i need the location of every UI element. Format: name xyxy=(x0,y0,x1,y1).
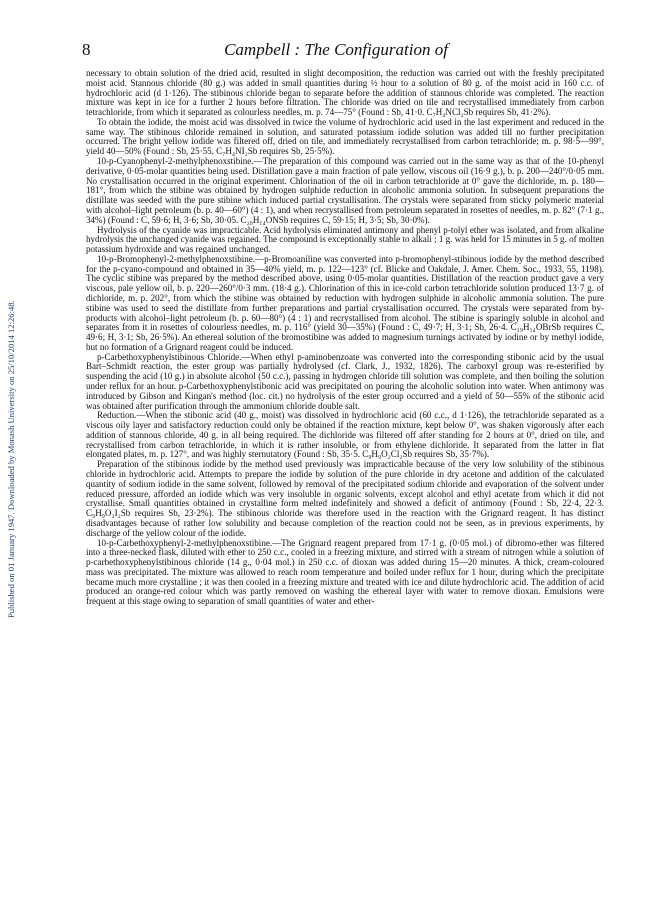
paragraph: Hydrolysis of the cyanide was impracticable. Acid hydrolysis eliminated antimony and phenyl p-tolyl ether was isolated, and from alkaline hydrolysis the unchanged cyanide was regained. The compound is exceptionally stable to alkali ; 1 g. was held for 15 minutes in 5 g. of molten potassium hydroxide and was regained unchanged. xyxy=(86,224,604,255)
paragraph: Reduction.—When the stibonic acid (40 g., moist) was dissolved in hydrochloric acid (60 c.c., d 1·126), the tetrachloride separated as a viscous oily layer and satisfactory reduction could only be obtained if the reaction mixture, kept below 0°, was shaken vigorously after each addition of stannous chloride, 40 g. in all being required. The dichloride was filtered off after standing for 2 hours at 0°, dried on tile, and recrystallised from carbon tetrachloride, in which it is rather insoluble, or from ethylene dichloride. It separated from the latter in flat elongated plates, m. p. 127°, and was highly sternutatory (Found : Sb, 35·5. C₉H₉O₂Cl₂Sb requires Sb, 35·7%). xyxy=(86,410,604,460)
paragraph: To obtain the iodide, the moist acid was dissolved in twice the volume of hydrochloric acid used in the last experiment and reduced in the same way. The stibinous chloride remained in solution, and saturated potassium iodide solution was added till no further precipitation occurred. The bright yellow iodide was filtered off, dried on tile, and immediately recrystallised from carbon tetrachloride; m. p. 98·5—99°, yield 40—50% (Found : Sb, 25·55. C₇H₄NI₂Sb requires Sb, 25·5%). xyxy=(86,116,604,157)
paragraph: Preparation of the stibinous iodide by the method used previously was impracticable because of the very low solubility of the stibinous chloride in hydrochloric acid. Attempts to prepare the iodide by solution of the pure chloride in dry acetone and addition of the calculated quantity of sodium iodide in the same solvent, followed by removal of the precipitated sodium chloride and evaporation of the solvent under reduced pressure, afforded an iodide which was very insoluble in organic solvents, except alcohol and ethyl acetate from which it did not crystallise. Small quantities obtained in crystalline form melted indefinitely and showed a deficit of antimony (Found : Sb, 22·4, 22·3. C₉H₉O₂I₂Sb requires Sb, 23·2%). The stibinous chloride was therefore used in the reaction with the Grignard reagent. It has distinct disadvantages because of rather low solubility and because completion of the reaction could not be seen, as in previous experiments, by discharge of the yellow colour of the iodide. xyxy=(86,459,604,538)
download-notice-text: Published on 01 January 1947. Downloaded by Monash University on 25/10/2014 12:26:48. xyxy=(6,300,16,618)
paragraph: 10-p-Carbethoxyphenyl-2-methylphenoxstibine.—The Grignard reagent prepared from 17·1 g. (0·05 mol.) of dibromo-ether was filtered into a three-necked flask, diluted with ether to 250 c.c., cooled in a freezing mixture, and stirred with a stream of nitrogen while a solution of p-carbethoxyphenylstibinous chloride (14 g., 0·04 mol.) in 250 c.c. of dioxan was added during 15—20 minutes. A thick, cream-coloured mass was precipitated. The mixture was allowed to reach room temperature and boiled under reflux for 1 hour, during which the precipitate became much more crystalline ; it was then cooled in a freezing mixture and treated with ice and dilute hydrochloric acid. The addition of acid produced an orange-red colour which was partly removed on washing the ethereal layer with water to remove dioxan. Emulsions were frequent at this stage owing to separation of small quantities of water and ether- xyxy=(86,537,604,607)
paragraph: 10-p-Cyanophenyl-2-methylphenoxstibine.—The preparation of this compound was carried out in the same way as that of the 10-phenyl derivative, 0·05-molar quantities being used. Distillation gave a main fraction of pale yellow, viscous oil (16·9 g.), b. p. 200—240°/0·05 mm. No crystallisation occurred in the original experiment. Chlorination of the oil in carbon tetrachloride at 0° gave the dichloride, m. p. 180—181°, from which the stibine was obtained by hydrogen sulphide reduction in alcoholic ammonia solution. In subsequent preparations the distillate was seeded with the pure stibine which induced partial crystallisation. The crystals were separated from sticky polymeric material with alcohol–light petroleum (b. p. 40—60°) (4 : 1), and when recrystallised from petroleum separated in rosettes of needles, m. p. 82° (7·1 g., 34%) (Found : C, 59·6; H, 3·6; Sb, 30·05. C₂₀H₁₄ONSb requires C, 59·15; H, 3·5; Sb, 30·0%). xyxy=(86,156,604,225)
download-watermark xyxy=(6,300,20,618)
paragraph: p-Carbethoxyphenylstibinous Chloride.—When ethyl p-aminobenzoate was converted into the corresponding stibonic acid by the usual Bart–Schmidt reaction, the ester group was partially hydrolysed (cf. Clark, J., 1932, 1826). The carboxyl group was re-esterified by suspending the acid (10 g.) in absolute alcohol (50 c.c.), passing in hydrogen chloride till solution was complete, and then boiling the solution under reflux for an hour. p-Carbethoxyphenylstibonic acid was precipitated on pouring the alcoholic solution into water. When antimony was introduced by Gibson and Kingan's method (loc. cit.) no hydrolysis of the ester group occurred and a yield of 50—55% of the stibonic acid was obtained after purification through the ammonium chloride double salt. xyxy=(86,351,604,411)
running-title: Campbell : The Configuration of xyxy=(224,40,448,59)
paragraph: necessary to obtain solution of the dried acid, resulted in slight decomposition, the reduction was carried out with the freshly precipitated moist acid. Stannous chloride (80 g.) was added in small quantities during ½ hour to a solution of 80 g. of the moist acid in 160 c.c. of hydrochloric acid (d 1·126). The stibinous chloride began to separate before the addition of stannous chloride was completed. The reaction mixture was kept in ice for a further 2 hours before filtration. The chloride was dried on tile and recrystallised immediately from carbon tetrachloride, from which it separated as colourless needles, m. p. 74—75° (Found : Sb, 41·0. C₇H₄NCl₂Sb requires Sb, 41·2%). xyxy=(86,68,604,118)
paragraph: 10-p-Bromophenyl-2-methylphenoxstibine.—p-Bromoaniline was converted into p-bromophenyl-stibinous iodide by the method described for the p-cyano-compound and obtained in 35—40% yield, m. p. 122—123° (cf. Blicke and Oakdale, J. Amer. Chem. Soc., 1933, 55, 1198). The cyclic stibine was prepared by the method described above, using 0·05-molar quantities. Distillation of the reaction product gave a very viscous, pale yellow oil, b. p. 220—260°/0·3 mm. (18·4 g.). Chlorination of this in ice-cold carbon tetrachloride solution produced 13·7 g. of dichloride, m. p. 202°, from which the stibine was obtained by reduction with hydrogen sulphide in alcoholic ammonia solution. The pure stibine was used to seed the distillate from further preparations and partial crystallisation occurred. The crystals were separated from by-products with alcohol–light petroleum (b. p. 60—80°) (4 : 1) and recrystallised from alcohol. The stibine is sparingly soluble in alcohol and separates from it in rosettes of colourless needles, m. p. 116° (yield 30—35%) (Found : C, 49·7; H, 3·1; Sb, 26·4. C₁₉H₁₄OBrSb requires C, 49·6; H, 3·1; Sb, 26·5%). An ethereal solution of the bromostibine was added to magnesium turnings activated by iodine or by methyl iodide, but no formation of a Grignard reagent could be induced. xyxy=(86,253,604,352)
article-body xyxy=(86,69,604,607)
page-number: 8 xyxy=(82,40,91,59)
